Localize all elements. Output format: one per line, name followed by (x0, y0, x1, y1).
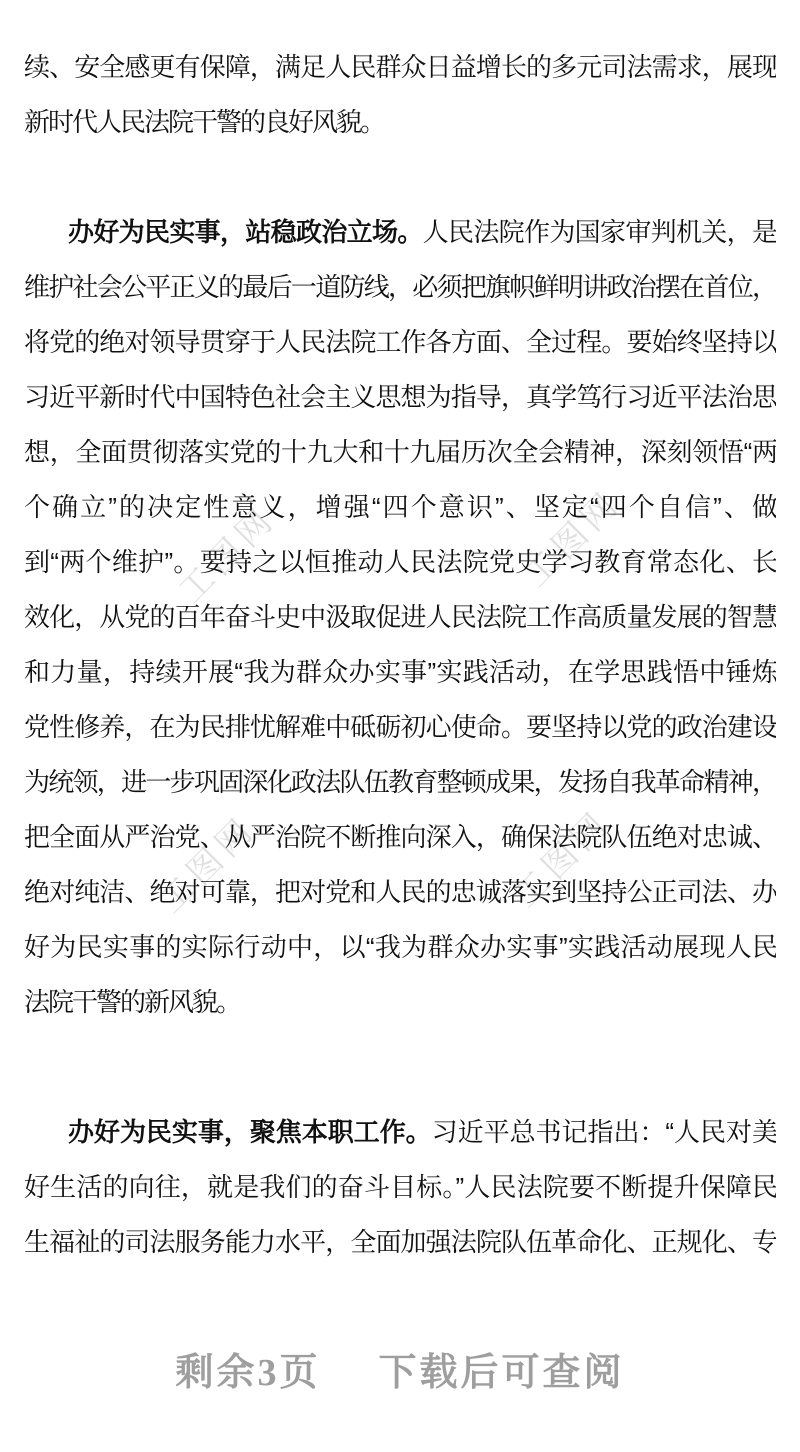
text-segment: 党性修养，在为民排忧解难中砥砺初心使命。要坚持以党的政治建设 (24, 712, 776, 742)
text-segment: 将党的绝对领导贯穿于人民法院工作各方面、全过程。要始终坚持以 (24, 327, 776, 357)
text-line (24, 40, 776, 95)
text-line (24, 370, 776, 425)
paragraph (24, 205, 776, 1030)
text-segment: 习近平新时代中国特色社会主义思想为指导，真学笃行习近平法治思 (24, 382, 776, 412)
document-body (24, 40, 776, 1270)
text-line (24, 480, 776, 535)
text-line (24, 810, 776, 865)
text-line (24, 590, 776, 645)
text-line (24, 865, 776, 920)
text-segment: 好生活的向往，就是我们的奋斗目标。”人民法院要不断提升保障民 (24, 1172, 776, 1202)
text-line (24, 315, 776, 370)
footer-remaining-pages: 剩余3页 (175, 1352, 321, 1394)
text-segment: 法院干警的新风貌。 (24, 987, 241, 1017)
text-line (24, 920, 776, 975)
paragraph (24, 40, 776, 150)
text-line (24, 645, 776, 700)
watermark-text: 工图网 (516, 483, 629, 595)
text-segment: 把全面从严治党、从严治院不断推向深入，确保法院队伍绝对忠诚、 (24, 822, 776, 852)
watermark-text: 工图网 (151, 809, 264, 921)
text-line (24, 95, 776, 150)
page-footer (0, 1350, 800, 1396)
text-segment: 维护社会公平正义的最后一道防线，必须把旗帜鲜明讲政治摆在首位， (24, 272, 776, 302)
text-line (24, 700, 776, 755)
watermark-text: 工图网 (171, 499, 284, 611)
bold-text-segment: 办好为民实事，聚焦本职工作。 (68, 1117, 432, 1147)
text-segment: 习近平总书记指出：“人民对美 (431, 1117, 776, 1147)
text-segment: 个确立”的决定性意义，增强“四个意识”、坚定“四个自信”、做 (24, 492, 776, 522)
text-segment: 生福祉的司法服务能力水平，全面加强法院队伍革命化、正规化、专 (24, 1227, 776, 1257)
text-segment: 绝对纯洁、绝对可靠，把对党和人民的忠诚落实到坚持公正司法、办 (24, 877, 776, 907)
text-line (24, 975, 776, 1030)
text-segment: 好为民实事的实际行动中，以“我为群众办实事”实践活动展现人民 (24, 932, 776, 962)
text-segment: 效化，从党的百年奋斗史中汲取促进人民法院工作高质量发展的智慧 (24, 602, 776, 632)
text-line (24, 1160, 776, 1215)
footer-download-hint: 下载后可查阅 (378, 1352, 625, 1394)
text-line (24, 260, 776, 315)
bold-text-segment: 办好为民实事，站稳政治立场。 (68, 217, 423, 247)
paragraph (24, 1105, 776, 1270)
text-segment: 新时代人民法院干警的良好风貌。 (24, 107, 385, 137)
text-segment: 为统领，进一步巩固深化政法队伍教育整顿成果，发扬自我革命精神， (24, 767, 776, 797)
text-line (24, 755, 776, 810)
text-line (24, 535, 776, 590)
text-line (24, 1105, 776, 1160)
text-line (24, 425, 776, 480)
text-segment: 想，全面贯彻落实党的十九大和十九届历次全会精神，深刻领悟“两 (24, 437, 776, 467)
text-line (24, 205, 776, 260)
watermark-text: 工图网 (506, 803, 619, 915)
text-segment: 到“两个维护”。要持之以恒推动人民法院党史学习教育常态化、长 (24, 547, 776, 577)
text-line (24, 1215, 776, 1270)
text-segment: 人民法院作为国家审判机关，是 (422, 217, 776, 247)
text-segment: 续、安全感更有保障，满足人民群众日益增长的多元司法需求，展现 (24, 52, 776, 82)
text-segment: 和力量，持续开展“我为群众办实事”实践活动，在学思践悟中锤炼 (24, 657, 776, 687)
